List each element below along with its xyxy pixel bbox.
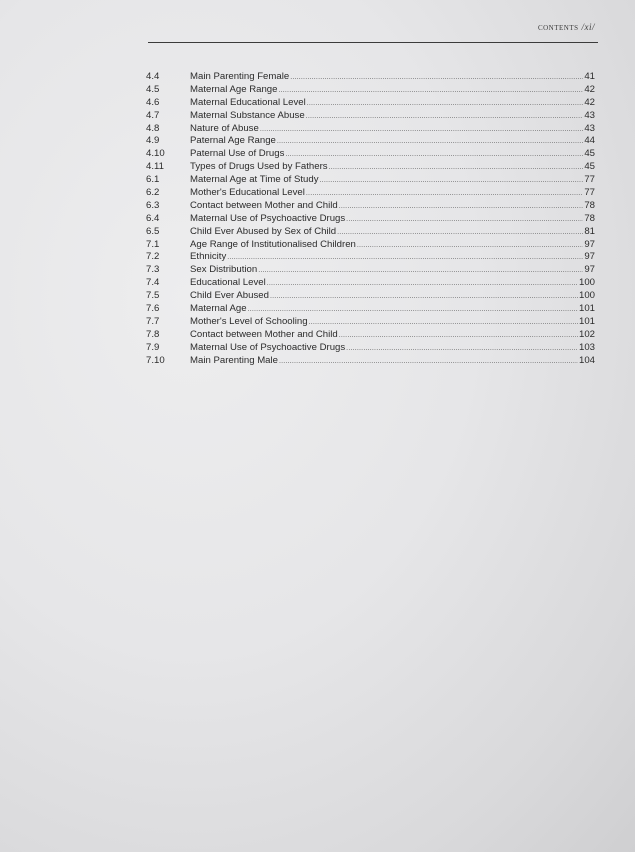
- toc-entry: [146, 303, 595, 316]
- running-head-label: CONTENTS: [537, 24, 579, 32]
- toc-entry: [146, 251, 595, 264]
- toc-entry: [146, 135, 595, 148]
- toc-entry-title: Maternal Substance Abuse: [190, 109, 305, 121]
- toc-entry: [146, 355, 595, 368]
- toc-dot-leader: [267, 278, 578, 291]
- running-head: [538, 22, 595, 32]
- toc-dot-leader: [285, 149, 583, 162]
- toc-entry: [146, 123, 595, 136]
- toc-entry-title: Sex Distribution: [190, 264, 258, 276]
- toc-entry: [146, 316, 595, 329]
- toc-entry-page-number: 45: [584, 161, 595, 173]
- toc-entry-number: 7.9: [146, 341, 160, 353]
- toc-entry: [146, 226, 595, 239]
- toc-entry-number: 6.5: [146, 225, 160, 237]
- toc-entry-title: Main Parenting Female: [190, 71, 290, 82]
- toc-entry: [146, 342, 595, 355]
- toc-entry-page-number: 45: [584, 148, 595, 160]
- toc-entry: [146, 187, 595, 200]
- toc-entry-page-number: 102: [578, 328, 595, 340]
- toc-entry: [146, 97, 595, 110]
- toc-entry-title: Paternal Age Range: [190, 135, 276, 147]
- toc-entry-page-number: 100: [578, 277, 595, 289]
- toc-entry: [146, 148, 595, 161]
- toc-entry-page-number: 43: [584, 122, 595, 134]
- toc-entry-number: 4.8: [146, 122, 160, 134]
- toc-entry: [146, 290, 595, 303]
- toc-entry-number: 7.6: [146, 303, 160, 315]
- toc-dot-leader: [290, 72, 583, 85]
- toc-entry-number: 4.9: [146, 135, 160, 147]
- toc-entry-title: Paternal Use of Drugs: [190, 148, 285, 160]
- toc-entry-number: 6.4: [146, 212, 160, 224]
- toc-entry: [146, 110, 595, 123]
- toc-entry: [146, 71, 595, 84]
- toc-entry-number: 7.8: [146, 328, 160, 340]
- toc-entry-title: Maternal Educational Level: [190, 96, 306, 108]
- toc-entry-title: Maternal Age Range: [190, 83, 278, 95]
- toc-entry-number: 6.2: [146, 187, 160, 199]
- toc-entry-page-number: 78: [584, 212, 595, 224]
- toc-entry-title: Contact between Mother and Child: [190, 199, 338, 211]
- toc-dot-leader: [320, 175, 584, 188]
- toc-entry-number: 4.11: [146, 161, 164, 173]
- toc-entry-number: 7.3: [146, 264, 160, 276]
- toc-entry-page-number: 97: [584, 238, 595, 250]
- toc-entry-number: 7.10: [146, 354, 165, 366]
- toc-dot-leader: [357, 240, 583, 253]
- toc-entry-number: 4.10: [146, 148, 165, 160]
- toc-entry-number: 7.7: [146, 315, 160, 327]
- toc-dot-leader: [279, 356, 578, 369]
- toc-entry-number: 4.5: [146, 83, 160, 95]
- toc-dot-leader: [258, 265, 583, 278]
- toc-entry-page-number: 101: [578, 303, 595, 315]
- toc-entry-title: Maternal Age: [190, 303, 247, 315]
- toc-entry-page-number: 97: [584, 251, 595, 263]
- toc-entry-page-number: 42: [584, 83, 595, 95]
- toc-entry-number: 7.5: [146, 290, 160, 302]
- toc-dot-leader: [277, 136, 583, 149]
- toc-entry-page-number: 103: [578, 341, 595, 353]
- toc-entry-title: Main Parenting Male: [190, 354, 278, 366]
- toc-dot-leader: [278, 85, 583, 98]
- toc-entry-page-number: 78: [584, 199, 595, 211]
- toc-entry-number: 7.4: [146, 277, 160, 289]
- page-folio: /xi/: [581, 22, 595, 32]
- toc-dot-leader: [306, 188, 583, 201]
- toc-entry: [146, 200, 595, 213]
- toc-entry-title: Maternal Age at Time of Study: [190, 174, 319, 186]
- toc-entry-title: Educational Level: [190, 277, 266, 289]
- toc-dot-leader: [309, 317, 578, 330]
- toc-entry-page-number: 41: [584, 71, 595, 82]
- toc-entry: [146, 239, 595, 252]
- header-rule: [148, 42, 598, 43]
- toc-entry-number: 6.1: [146, 174, 160, 186]
- toc-entry-number: 7.1: [146, 238, 160, 250]
- toc-entry: [146, 174, 595, 187]
- toc-dot-leader: [346, 214, 583, 227]
- toc-entry-number: 6.3: [146, 199, 160, 211]
- toc-entry-title: Child Ever Abused by Sex of Child: [190, 225, 337, 237]
- toc-dot-leader: [260, 124, 584, 137]
- toc-entry-title: Maternal Use of Psychoactive Drugs: [190, 212, 346, 224]
- toc-dot-leader: [306, 111, 584, 124]
- toc-dot-leader: [339, 201, 584, 214]
- toc-entry-title: Mother's Level of Schooling: [190, 315, 308, 327]
- toc-entry-number: 4.6: [146, 96, 160, 108]
- toc-entry: [146, 329, 595, 342]
- toc-entry-page-number: 101: [578, 315, 595, 327]
- toc-dot-leader: [227, 252, 583, 265]
- toc-entry-page-number: 104: [578, 354, 595, 366]
- toc-entry: [146, 213, 595, 226]
- toc-dot-leader: [337, 227, 583, 240]
- toc-entry-page-number: 42: [584, 96, 595, 108]
- toc-entry-number: 7.2: [146, 251, 160, 263]
- toc-entry-title: Child Ever Abused: [190, 290, 269, 302]
- toc-entry-page-number: 97: [584, 264, 595, 276]
- toc-dot-leader: [339, 330, 578, 343]
- toc-entry-title: Mother's Educational Level: [190, 187, 305, 199]
- toc-entry: [146, 277, 595, 290]
- table-of-contents-list: [146, 71, 595, 367]
- toc-entry-page-number: 44: [584, 135, 595, 147]
- toc-entry: [146, 264, 595, 277]
- toc-entry-title: Age Range of Institutionalised Children: [190, 238, 356, 250]
- toc-entry: [146, 84, 595, 97]
- toc-entry-number: 4.7: [146, 109, 160, 121]
- toc-dot-leader: [329, 162, 584, 175]
- toc-dot-leader: [270, 291, 578, 304]
- toc-entry-title: Contact between Mother and Child: [190, 328, 338, 340]
- toc-entry-title: Types of Drugs Used by Fathers: [190, 161, 328, 173]
- toc-entry-number: 4.4: [146, 71, 160, 82]
- toc-entry-page-number: 81: [584, 225, 595, 237]
- toc-entry-page-number: 100: [578, 290, 595, 302]
- toc-entry-title: Nature of Abuse: [190, 122, 259, 134]
- toc-dot-leader: [346, 343, 578, 356]
- toc-entry-page-number: 77: [584, 174, 595, 186]
- toc-entry: [146, 161, 595, 174]
- toc-entry-title: Maternal Use of Psychoactive Drugs: [190, 341, 346, 353]
- toc-entry-page-number: 43: [584, 109, 595, 121]
- toc-entry-page-number: 77: [584, 187, 595, 199]
- toc-dot-leader: [307, 98, 584, 111]
- toc-entry-title: Ethnicity: [190, 251, 227, 263]
